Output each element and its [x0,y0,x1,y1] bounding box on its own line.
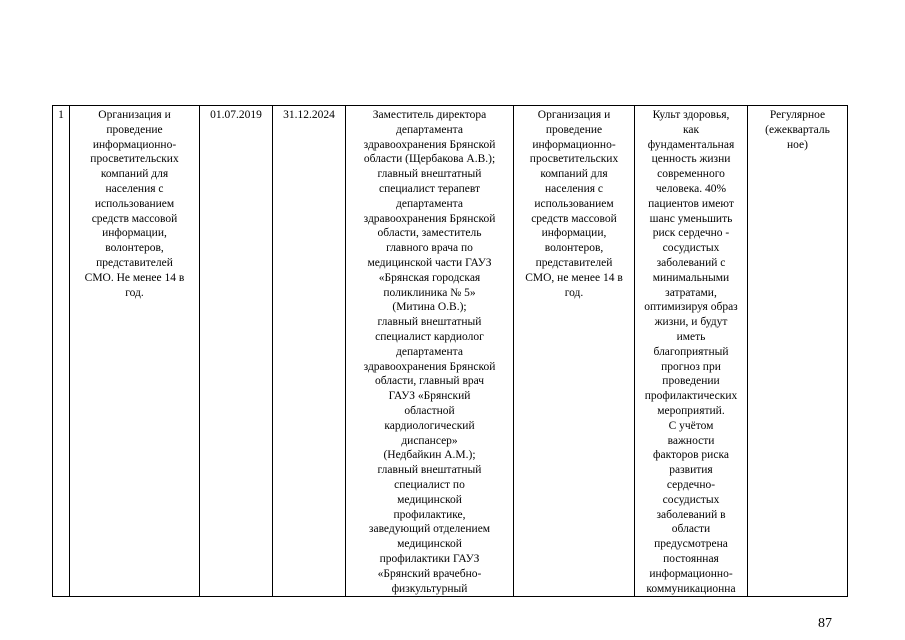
text-line: человека. 40% [655,182,727,195]
result-cell [514,106,635,597]
text-line: здравоохранения Брянской [363,138,496,151]
text-line: заболеваний в [656,508,726,521]
text-line: использованием [534,197,614,210]
text-line: просветительских [529,153,619,166]
text-line: профилактики ГАУЗ [379,552,480,565]
text-line: компаний для [540,168,608,181]
text-line: минимальными [652,271,730,284]
text-line: информационно- [649,567,733,580]
row-number-cell [53,106,70,597]
text-line: заболеваний с [656,256,726,269]
text-line: волонтеров, [105,242,164,255]
text-line: затратами, [665,286,717,299]
text-line: пациентов имеют [648,197,734,210]
text-line: профилактических [644,390,738,403]
end-date-cell [273,106,346,597]
text-line: населения с [105,182,164,195]
text-line: важности [667,434,715,447]
text-line: области [671,523,711,536]
text-line: областной [404,404,455,417]
text-line: коммуникационна [646,582,736,595]
text-line: шанс уменьшить [649,212,733,225]
row-number: 1 [58,109,64,121]
text-line: главного врача по [386,242,473,255]
plan-table [52,105,848,597]
text-line: проведении [662,375,720,388]
text-line: фундаментальная [647,138,735,151]
text-line: медицинской [397,538,462,551]
text-line: физкультурный [391,582,468,595]
text-line: департамента [396,123,463,136]
text-line: медицинской части ГАУЗ [367,256,492,269]
text-line: использованием [94,197,175,210]
text-line: СМО. Не менее 14 в [84,271,185,284]
text-line: сосудистых [662,242,720,255]
text-line: (ежекварталь [765,123,830,136]
text-line: здравоохранения Брянской [363,360,496,373]
text-line: специалист кардиолог [375,330,484,343]
text-line: «Брянская городская [378,271,481,284]
text-line: риск сердечно - [652,227,730,240]
text-line: иметь [676,330,706,343]
text-line: постоянная [663,552,719,565]
result-text [517,108,631,300]
text-line: ное) [787,138,808,151]
text-line: ГАУЗ «Брянский [388,390,471,403]
text-line: области (Щербакова А.В.); [363,153,496,166]
text-line: (Недбайкин А.М.); [383,449,476,462]
text-line: Организация и [98,109,171,121]
text-line: мероприятий. [657,404,725,417]
text-line: как [682,123,700,136]
periodicity-cell [748,106,848,597]
text-line: проведение [106,123,163,136]
text-line: волонтеров, [544,242,604,255]
periodicity-text [751,108,844,152]
responsible-text [349,108,510,596]
text-line: С учётом [668,419,714,432]
start-date: 01.07.2019 [210,109,262,121]
text-line: предусмотрена [654,538,728,551]
text-line: области, заместитель [377,227,482,240]
text-line: кардиологический [384,419,475,432]
text-line: жизни, и будут [654,316,728,329]
text-line: информационно- [532,138,616,151]
text-line: главный внештатный [377,316,482,329]
text-line: современного [657,168,725,181]
text-line: информационно- [92,138,177,151]
text-line: сердечно- [666,478,716,491]
text-line: области, главный врач [374,375,485,388]
text-line: год. [125,286,144,299]
text-line: специалист по [394,478,465,491]
text-line: Регулярное [769,109,826,121]
text-line: (Митина О.В.); [392,301,467,314]
text-line: просветительских [90,153,179,166]
text-line: сосудистых [662,493,720,506]
text-line: представителей [96,256,173,269]
text-line: Организация и [537,109,611,121]
text-line: департамента [396,197,463,210]
end-date: 31.12.2024 [283,109,335,121]
text-line: специалист терапевт [378,182,481,195]
text-line: поликлиника № 5» [383,286,476,299]
text-line: заведующий отделением [368,523,491,536]
text-line: информации, [102,227,167,240]
text-line: здравоохранения Брянской [363,212,496,225]
text-line: представителей [535,256,613,269]
text-line: главный внештатный [377,168,482,181]
text-line: развития [669,464,713,477]
text-line: год. [564,286,584,299]
text-line: Культ здоровья, [652,109,730,121]
text-line: компаний для [100,168,169,181]
text-line: средств массовой [531,212,617,225]
activity-cell [70,106,200,597]
responsible-cell [346,106,514,597]
effect-text [638,108,744,596]
page-number: 87 [818,616,832,631]
text-line: главный внештатный [377,464,482,477]
activity-text [73,108,196,300]
effect-cell [635,106,748,597]
text-line: профилактике, [393,508,466,521]
text-line: департамента [396,345,463,358]
table-row [53,106,848,597]
text-line: оптимизируя образ [644,301,738,314]
start-date-cell [200,106,273,597]
text-line: населения с [544,182,604,195]
text-line: СМО, не менее 14 в [525,271,623,284]
text-line: факторов риска [653,449,729,462]
text-line: благоприятный [653,345,729,358]
text-line: проведение [545,123,603,136]
text-line: ценность жизни [651,153,731,166]
text-line: медицинской [397,493,462,506]
text-line: средств массовой [91,212,178,225]
text-line: Заместитель директора [372,109,487,121]
text-line: «Брянский врачебно- [377,567,482,580]
text-line: информации, [541,227,607,240]
text-line: диспансер» [401,434,458,447]
text-line: прогноз при [661,360,721,373]
